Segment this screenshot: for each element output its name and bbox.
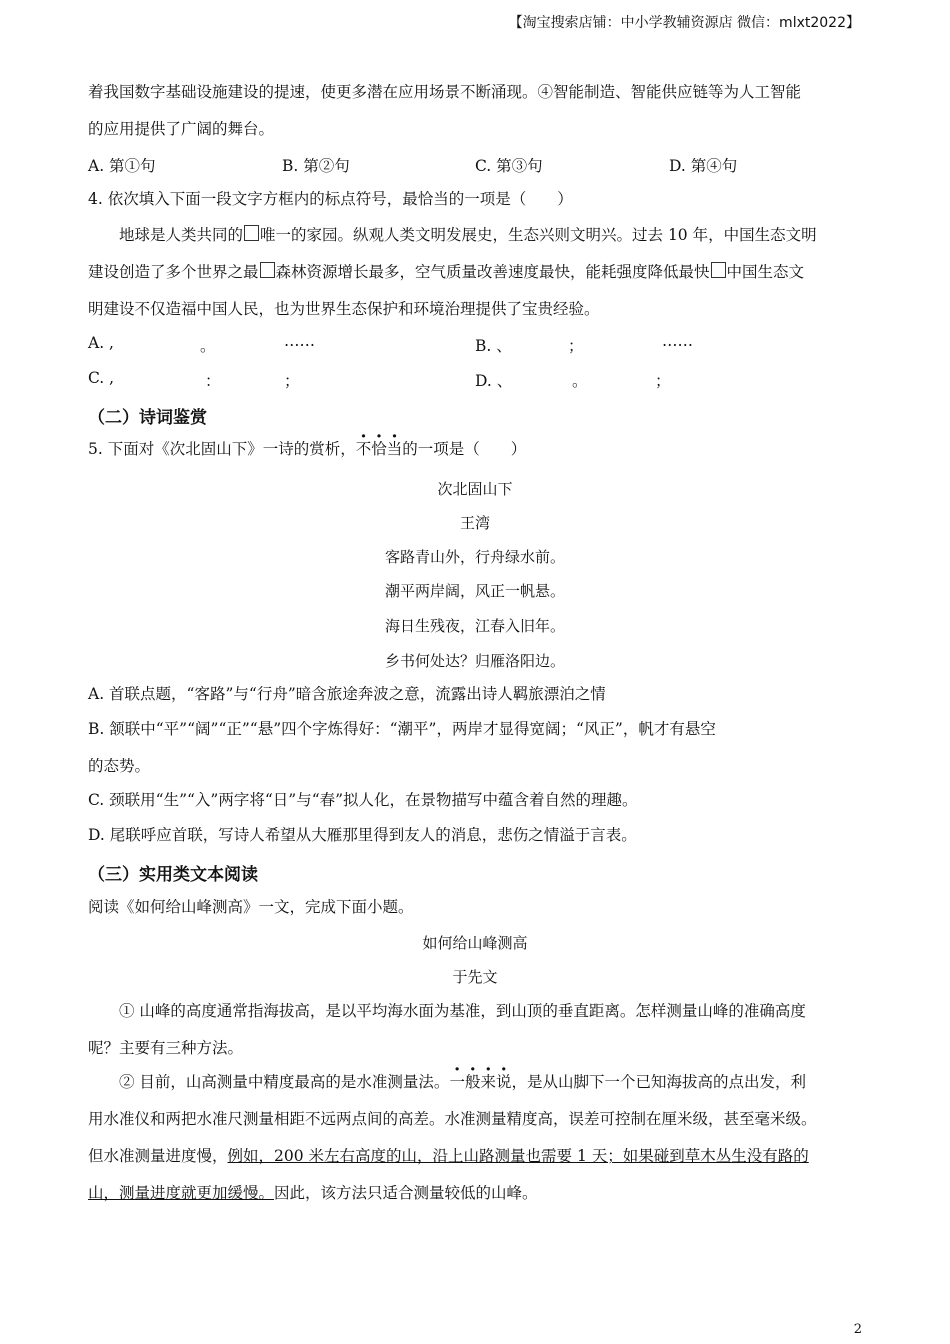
q4-passage-line-3: 明建设不仅造福中国人民，也为世界生态保护和环境治理提供了宝贵经验。: [88, 300, 600, 318]
article-paragraph-2-cont: 山，测量进度就更加缓慢。因此，该方法只适合测量较低的山峰。: [88, 1184, 538, 1202]
q4-option-a-mark2: 。: [200, 337, 216, 355]
article-author: 于先文: [452, 968, 498, 986]
q4-option-c-mark3: ；: [284, 372, 300, 390]
poem-line: 客路青山外，行舟绿水前。: [384, 548, 565, 566]
q5-option-c: C. 颈联用“生”“入”两字将“日”与“春”拟人化，在景物描写中蕴含着自然的理趣。: [88, 791, 638, 809]
page-number: 2: [853, 1322, 862, 1337]
article-paragraph-2-cont: 但水准测量进度慢，例如，200 米左右高度的山，沿上山路测量也需要 1 天；如果碰到草木丛生没有路的: [88, 1147, 809, 1165]
q4-passage-line-1: 地球是人类共同的 唯一的家园。纵观人类文明发展史，生态兴则文明兴。过去 10 年，中国生态文明: [119, 226, 817, 244]
q4-option-b-label: B. 、: [475, 337, 512, 355]
poem-line: 海日生残夜，江春入旧年。: [384, 617, 565, 635]
q5-option-b-line-2: 的态势。: [88, 757, 151, 775]
q5-option-d: D. 尾联呼应首联，写诗人希望从大雁那里得到友人的消息，悲伤之情溢于言表。: [88, 826, 637, 844]
q3-option-d: D. 第④句: [669, 157, 738, 175]
emphasis-dotted: 一般来说: [449, 1073, 512, 1091]
passage-line: 着我国数字基础设施建设的提速，使更多潜在应用场景不断涌现。④智能制造、智能供应链等为人工智能: [88, 83, 802, 101]
article-paragraph-1: ① 山峰的高度通常指海拔高，是以平均海水面为基准，到山顶的垂直距离。怎样测量山峰的准确高度: [119, 1002, 806, 1020]
passage-line: 的应用提供了广阔的舞台。: [88, 120, 275, 138]
q5-stem: 5. 下面对《次北固山下》一诗的赏析，不恰当的一项是（ ）: [88, 440, 527, 458]
q4-option-a-mark3: ……: [284, 332, 315, 350]
poem-line: 乡书何处达？归雁洛阳边。: [384, 652, 565, 670]
q5-option-b-line-1: B. 颔联中“平”“阔”“正”“悬”四个字炼得好：“潮平”，两岸才显得宽阔；“风正”，帆才有悬空: [88, 720, 716, 738]
article-paragraph-1-cont: 呢？主要有三种方法。: [88, 1039, 244, 1057]
q3-option-c: C. 第③句: [475, 157, 543, 175]
q4-option-b-mark3: ……: [662, 332, 693, 350]
underlined-text: 山，测量进度就更加缓慢。: [88, 1184, 275, 1202]
blank-box-2: [260, 262, 275, 278]
section-title: （二）诗词鉴赏: [88, 408, 207, 428]
blank-box-3: [711, 262, 726, 278]
section-title: （三）实用类文本阅读: [88, 865, 258, 885]
underlined-text: 例如，200 米左右高度的山，沿上山路测量也需要 1 天；如果碰到草木丛生没有路的: [227, 1147, 809, 1165]
article-title: 如何给山峰测高: [422, 934, 528, 952]
article-paragraph-2: ② 目前，山高测量中精度最高的是水准测量法。一般来说，是从山脚下一个已知海拔高的点出发，利: [119, 1073, 807, 1091]
q4-option-c-label: C. ,: [88, 369, 115, 387]
blank-box-1: [244, 225, 259, 241]
q4-option-d-mark3: ；: [655, 372, 671, 390]
q3-option-a: A. 第①句: [88, 157, 156, 175]
q5-option-a: A. 首联点题，“客路”与“行舟”暗含旅途奔波之意，流露出诗人羁旅漂泊之情: [88, 685, 606, 703]
q4-passage-line-2: 建设创造了多个世界之最 森林资源增长最多，空气质量改善速度最快，能耗强度降低最快 中国生态文: [88, 263, 805, 281]
poem-line: 潮平两岸阔，风正一帆悬。: [384, 582, 565, 600]
poem-author: 王湾: [459, 514, 490, 532]
q3-option-b: B. 第②句: [282, 157, 350, 175]
reading-intro: 阅读《如何给山峰测高》一文，完成下面小题。: [88, 898, 414, 916]
q4-option-b-mark2: ；: [568, 337, 584, 355]
q4-stem: 4. 依次填入下面一段文字方框内的标点符号，最恰当的一项是（ ）: [88, 190, 573, 208]
page-header: 【淘宝搜索店铺：中小学教辅资源店 微信：mlxt2022】: [508, 15, 860, 31]
q4-option-c-mark2: ：: [205, 372, 221, 390]
q4-option-d-mark2: 。: [572, 372, 588, 390]
poem-title: 次北固山下: [437, 480, 513, 498]
article-paragraph-2-cont: 用水准仪和两把水准尺测量相距不远两点间的高差。水准测量精度高，误差可控制在厘米级，甚至毫米级。: [88, 1110, 817, 1128]
q4-option-d-label: D. 、: [475, 372, 513, 390]
q4-option-a-label: A. ,: [88, 334, 114, 352]
emphasis-dotted: 不恰当: [355, 440, 403, 458]
